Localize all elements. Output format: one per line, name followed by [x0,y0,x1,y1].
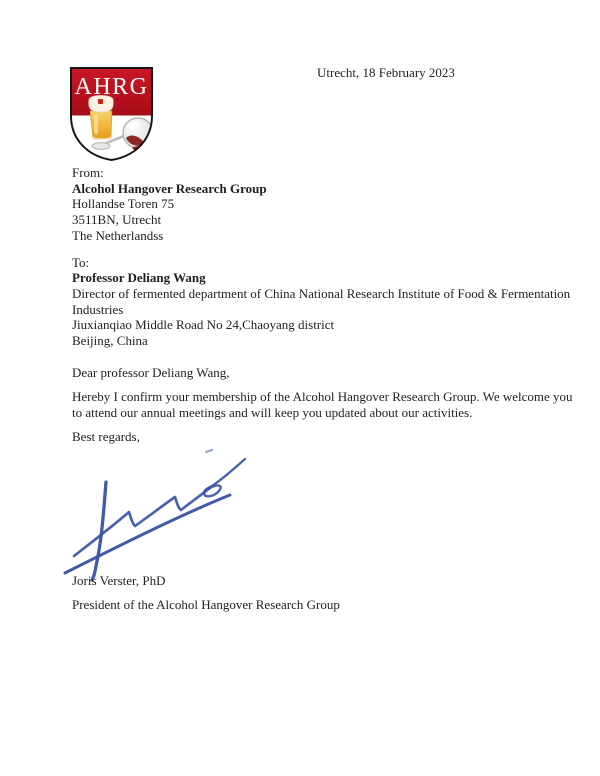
recipient-name: Professor Deliang Wang [72,270,206,286]
sender-address-line-3: The Netherlandss [72,227,164,243]
from-label: From: [72,165,104,180]
signer-name: Joris Verster, PhD [72,572,166,588]
sender-address-line-1: Hollandse Toren 75 [72,196,175,212]
signature-flourish-stroke [204,459,245,496]
handwritten-signature [58,448,258,583]
body-paragraph-line-2: to attend our annual meetings and will keep you updated about our activities. [72,405,473,421]
ahrg-logo [68,66,155,162]
signer-title: President of the Alcohol Hangover Research Group [72,597,340,613]
recipient-address-line-1: Director of fermented department of China National Research Institute of Food & Fermentation [72,285,571,301]
logo-acronym-text: AHRG [74,74,149,100]
sender-address-line-2: 3511BN, Utrecht [72,212,162,228]
sender-block [72,165,572,244]
recipient-address-line-3: Jiuxianqiao Middle Road No 24,Chaoyang district [72,317,335,333]
signature-underline-stroke [65,495,230,573]
signature-dot-stroke [206,450,212,452]
letter-content [72,165,572,613]
beer-glass-icon [89,96,113,140]
body-paragraph [72,389,572,420]
wine-spill [132,146,155,158]
signature-zigzag-stroke [74,488,210,556]
date-line: Utrecht, 18 February 2023 [317,65,455,80]
to-label: To: [72,254,90,270]
sender-name: Alcohol Hangover Research Group [72,180,267,196]
recipient-block [72,255,572,349]
salutation: Dear professor Deliang Wang, [72,364,230,380]
closing-line: Best regards, [72,428,140,444]
recipient-address-line-2: Industries [72,301,124,317]
recipient-address-line-4: Beijing, China [72,333,148,349]
body-paragraph-line-1: Hereby I confirm your membership of the Alcohol Hangover Research Group. We welcome you [72,389,573,405]
ahrg-shield-graphic [68,66,155,162]
